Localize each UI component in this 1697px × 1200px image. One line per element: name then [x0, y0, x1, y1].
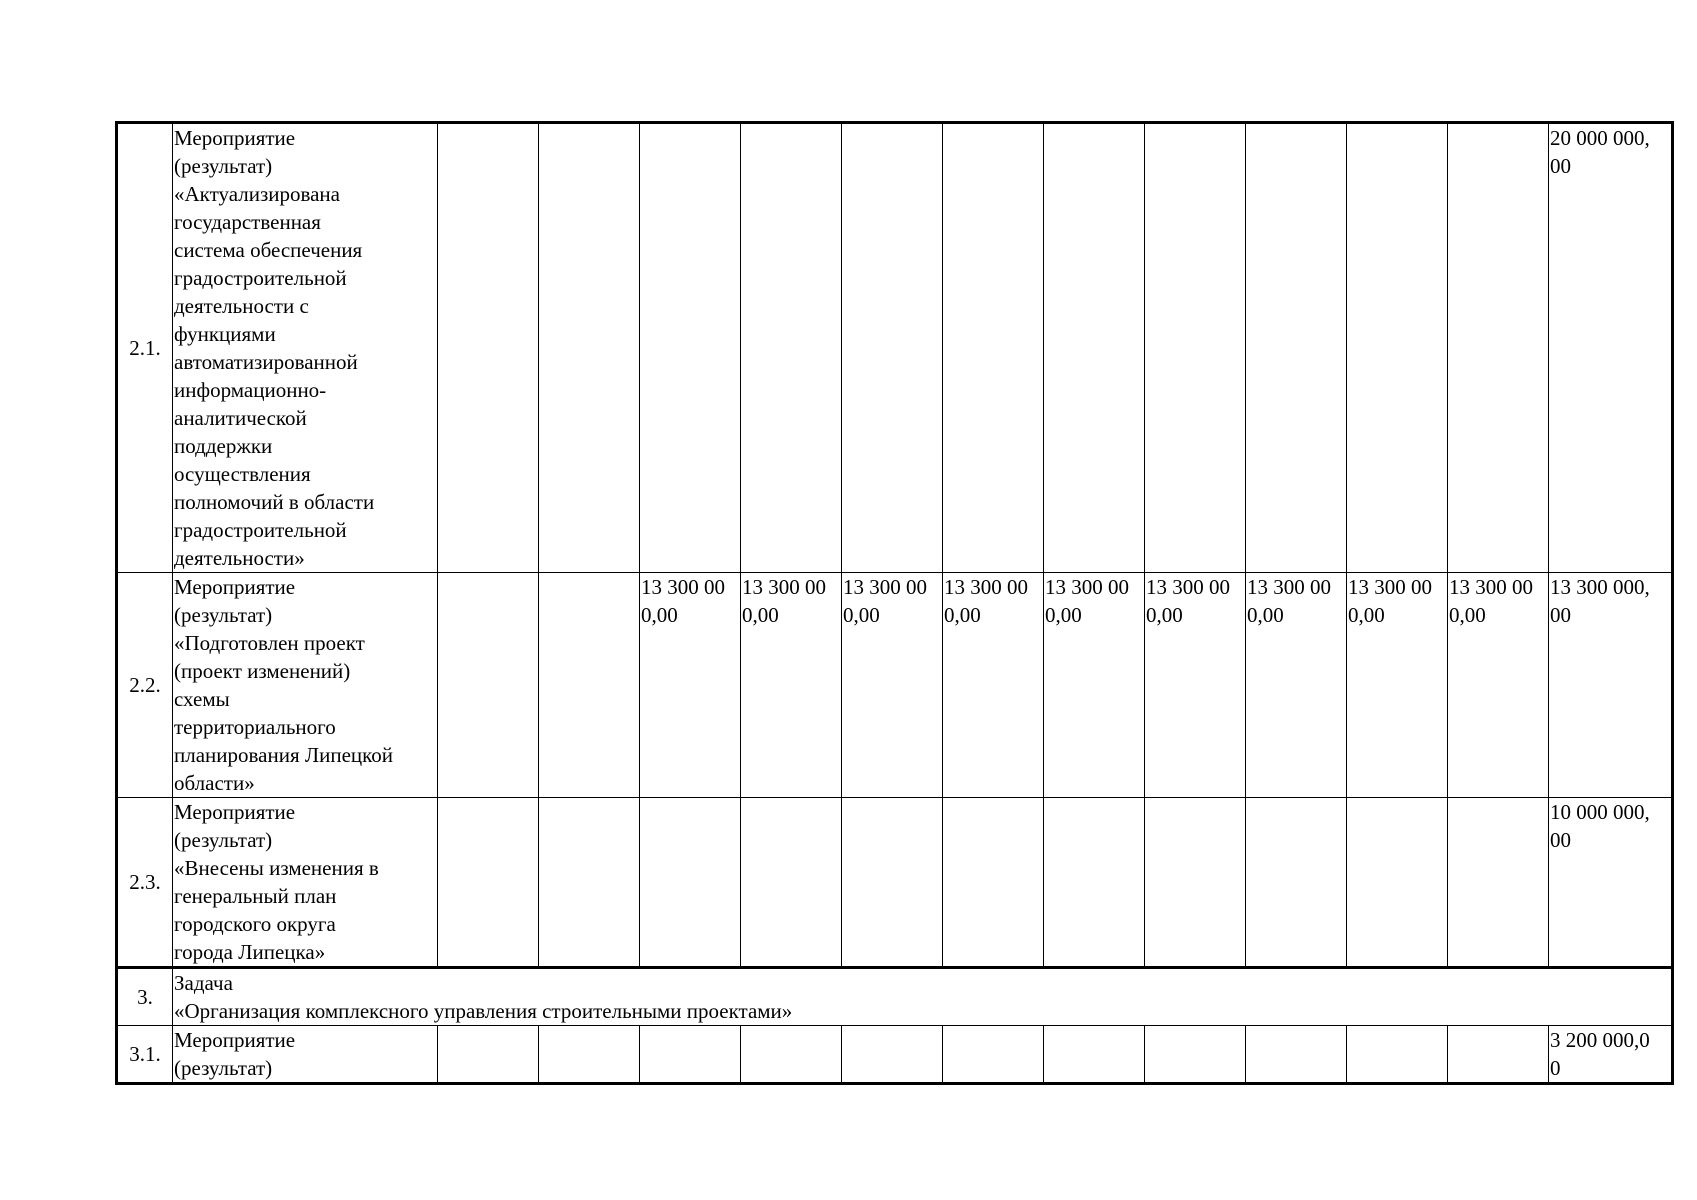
value-cell: [640, 123, 741, 573]
row-number: 2.2.: [117, 573, 173, 798]
value-cell: [1246, 1026, 1347, 1084]
task-number: 3.: [117, 968, 173, 1026]
value-cell: [1246, 123, 1347, 573]
value-cell: [943, 798, 1044, 968]
value-cell: [438, 798, 539, 968]
value-cell: [438, 123, 539, 573]
value-cell: 13 300 00 0,00: [842, 573, 943, 798]
value-cell: [438, 1026, 539, 1084]
table-row: [117, 1026, 1673, 1084]
value-cell: [1145, 1026, 1246, 1084]
total-cell: 10 000 000, 00: [1549, 798, 1673, 968]
value-cell: 13 300 00 0,00: [1246, 573, 1347, 798]
table-row: [117, 573, 1673, 798]
value-cell: 13 300 00 0,00: [1044, 573, 1145, 798]
table-row: [117, 123, 1673, 573]
row-number: 2.1.: [117, 123, 173, 573]
row-number: 3.1.: [117, 1026, 173, 1084]
value-cell: 13 300 00 0,00: [640, 573, 741, 798]
budget-table: [115, 121, 1674, 1085]
value-cell: [1145, 798, 1246, 968]
task-row: [117, 968, 1673, 1026]
value-cell: [1347, 798, 1448, 968]
row-number: 2.3.: [117, 798, 173, 968]
value-cell: 13 300 00 0,00: [1347, 573, 1448, 798]
total-cell: 13 300 000, 00: [1549, 573, 1673, 798]
value-cell: [640, 1026, 741, 1084]
row-name: Мероприятие (результат) «Внесены изменения в генеральный план городского округа города Липецка»: [173, 798, 438, 968]
value-cell: [943, 123, 1044, 573]
value-cell: [539, 573, 640, 798]
value-cell: [741, 123, 842, 573]
value-cell: [438, 573, 539, 798]
value-cell: [640, 798, 741, 968]
row-name: Мероприятие (результат) «Актуализирована государственная система обеспечения градостроительной деятельности с функциями автоматизированной информационно- аналитической поддержки осуществления полномочий в области градостроительной деятельности»: [173, 123, 438, 573]
value-cell: [842, 123, 943, 573]
value-cell: [1347, 1026, 1448, 1084]
value-cell: [1448, 123, 1549, 573]
row-name: Мероприятие (результат): [173, 1026, 438, 1084]
value-cell: [539, 798, 640, 968]
value-cell: [1145, 123, 1246, 573]
value-cell: [539, 1026, 640, 1084]
value-cell: [1448, 1026, 1549, 1084]
row-name: Мероприятие (результат) «Подготовлен проект (проект изменений) схемы территориального планирования Липецкой области»: [173, 573, 438, 798]
value-cell: 13 300 00 0,00: [741, 573, 842, 798]
value-cell: 13 300 00 0,00: [943, 573, 1044, 798]
value-cell: [741, 1026, 842, 1084]
value-cell: 13 300 00 0,00: [1145, 573, 1246, 798]
table-row: [117, 798, 1673, 968]
value-cell: [842, 798, 943, 968]
total-cell: 20 000 000, 00: [1549, 123, 1673, 573]
value-cell: [539, 123, 640, 573]
value-cell: [1347, 123, 1448, 573]
value-cell: [1044, 798, 1145, 968]
value-cell: [842, 1026, 943, 1084]
value-cell: [1246, 798, 1347, 968]
task-title: Задача «Организация комплексного управления строительными проектами»: [173, 968, 1673, 1026]
value-cell: [1044, 123, 1145, 573]
value-cell: [741, 798, 842, 968]
value-cell: [1448, 798, 1549, 968]
value-cell: 13 300 00 0,00: [1448, 573, 1549, 798]
total-cell: 3 200 000,0 0: [1549, 1026, 1673, 1084]
value-cell: [943, 1026, 1044, 1084]
value-cell: [1044, 1026, 1145, 1084]
